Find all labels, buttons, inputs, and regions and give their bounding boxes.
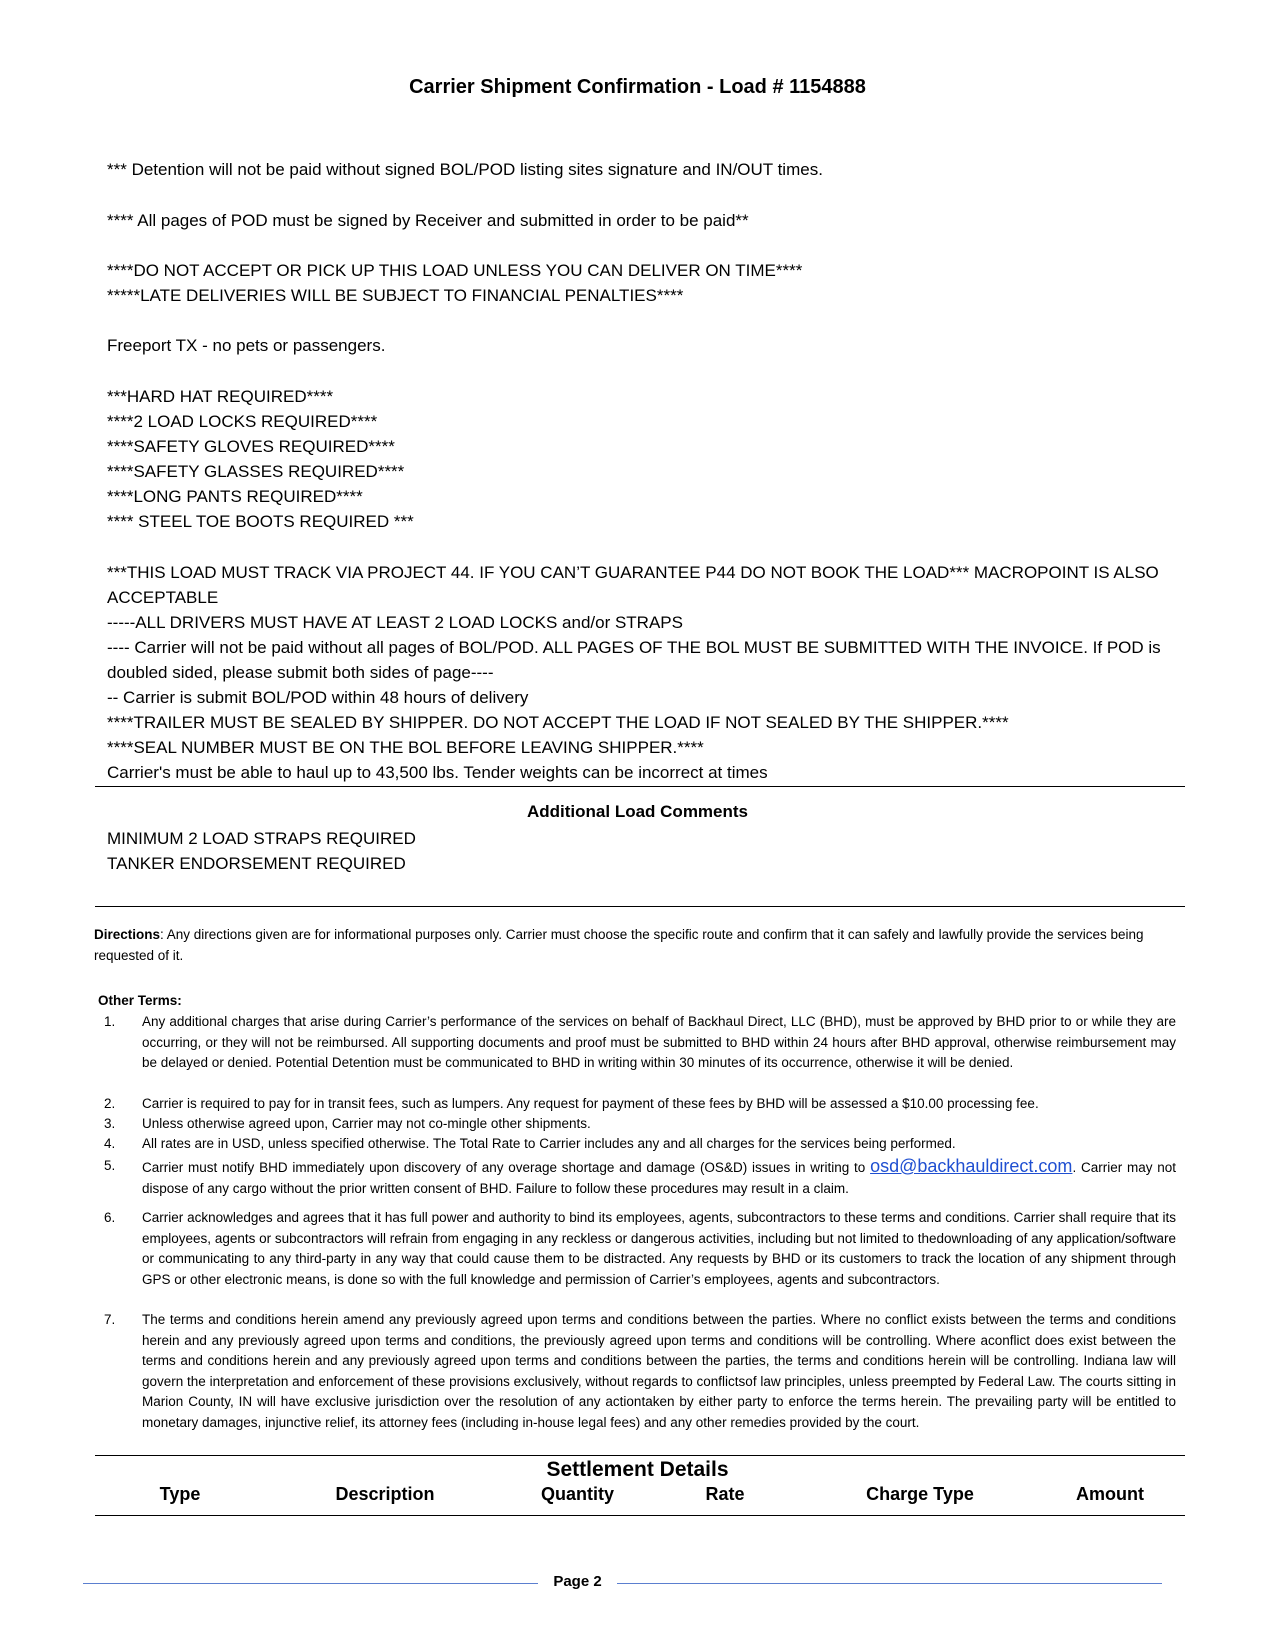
note-deliver-on-time: ****DO NOT ACCEPT OR PICK UP THIS LOAD UNLESS YOU CAN DELIVER ON TIME**** [107,261,803,280]
note-submit-48: -- Carrier is submit BOL/POD within 48 hours of delivery [107,688,529,707]
ppe-item: ****SAFETY GLASSES REQUIRED**** [107,462,405,481]
divider [95,1455,1185,1456]
ppe-item: ****SAFETY GLOVES REQUIRED**** [107,437,395,456]
divider [95,786,1185,787]
note-weight: Carrier's must be able to haul up to 43,500 lbs. Tender weights can be incorrect at times [107,763,768,782]
settlement-col-type: Type [159,1484,201,1504]
directions-paragraph [94,925,1179,966]
settlement-col-rate: Rate [705,1484,745,1504]
term-text-part: . Carrier may not dispose of any cargo without the prior written consent of BHD. Failure to follow these procedures may result in a claim. [142,1160,1177,1196]
osd-email-link[interactable]: osd@backhauldirect.com [870,1156,1073,1176]
term-text: All rates are in USD, unless specified otherwise. The Total Rate to Carrier includes any and all charges for the services being performed. [142,1136,956,1151]
settlement-heading: Settlement Details [546,1458,729,1481]
term-number: 6. [104,1210,116,1225]
settlement-col-charge-type: Charge Type [866,1484,974,1504]
note-trailer-sealed: ****TRAILER MUST BE SEALED BY SHIPPER. DO NOT ACCEPT THE LOAD IF NOT SEALED BY THE SHIPPER.**** [107,713,1009,732]
ppe-item: ****2 LOAD LOCKS REQUIRED**** [107,412,378,431]
directions-label: Directions [94,927,161,942]
note-detention: *** Detention will not be paid without signed BOL/POD listing sites signature and IN/OUT times. [107,160,823,179]
note-pod-pages: **** All pages of POD must be signed by Receiver and submitted in order to be paid** [107,211,749,230]
term-number: 5. [104,1158,116,1173]
term-number: 7. [104,1312,116,1327]
note-load-locks: -----ALL DRIVERS MUST HAVE AT LEAST 2 LOAD LOCKS and/or STRAPS [107,613,683,632]
page-title: Carrier Shipment Confirmation - Load # 1154888 [409,76,866,98]
term-text: Carrier acknowledges and agrees that it has full power and authority to bind its employees, agents, subcontractors to these terms and conditions. Carrier shall require that its employees, agents or subcontractors will refrain from engaging in any reckless or dangerous activities, including but not limited to thedownloading of any application/software or communicating to any third-party in any way that could cause them to be distracted. Any requests by BHD or its customers to track the location of any shipment through GPS or other electronic means, is done so with the full knowledge and permission of Carrier’s employees, agents and subcontractors. [142,1210,1176,1287]
term-text-part: Carrier must notify BHD immediately upon discovery of any overage shortage and damage (OS&D) issues in writing to [142,1160,871,1175]
note-bol-pages: ---- Carrier will not be paid without all pages of BOL/POD. ALL PAGES OF THE BOL MUST BE SUBMITTED WITH THE INVOICE. If POD is doubled sided, please submit both sides of page---- [107,638,1161,682]
ppe-item: ****LONG PANTS REQUIRED**** [107,487,363,506]
settlement-col-quantity: Quantity [540,1484,614,1504]
term-text: Carrier is required to pay for in transit fees, such as lumpers. Any request for payment of these fees by BHD will be assessed a $10.00 processing fee. [142,1096,1039,1111]
settlement-col-amount: Amount [1076,1484,1144,1504]
term-number: 1. [104,1014,116,1029]
divider [95,906,1185,907]
note-freeport: Freeport TX - no pets or passengers. [107,336,386,355]
page-number: Page 2 [553,1573,602,1590]
footer-rule-left [83,1583,538,1584]
ppe-item: **** STEEL TOE BOOTS REQUIRED *** [107,512,414,531]
footer-rule-right [617,1583,1162,1584]
note-tracking: ***THIS LOAD MUST TRACK VIA PROJECT 44. IF YOU CAN’T GUARANTEE P44 DO NOT BOOK THE LOAD*** MACROPOINT IS ALSO ACCEPTABLE [107,563,1159,607]
divider [95,1515,1185,1516]
settlement-col-description: Description [335,1484,435,1504]
term-number: 3. [104,1116,116,1131]
term-text: The terms and conditions herein amend any previously agreed upon terms and conditions between the parties. Where no conflict exists between the terms and conditions herein and any previously agreed upon terms and conditions, the previously agreed upon terms and conditions will be controlling. Where aconflict does exist between the terms and conditions herein and any previously agreed upon terms and conditions between the parties, the terms and conditions herein will be controlling. Indiana law will govern the interpretation and enforcement of these provisions exclusively, without regards to conflictsof law principles, unless preempted by Federal Law. The courts sitting in Marion County, IN will have exclusive jurisdiction over the resolution of any actiontaken by either party to enforce the terms herein. The prevailing party will be entitled to monetary damages, injunctive relief, its attorney fees (including in-house legal fees) and any other remedies provided by the court. [142,1312,1176,1430]
additional-comments-heading: Additional Load Comments [527,802,748,821]
term-number: 4. [104,1136,116,1151]
term-text: Any additional charges that arise during Carrier’s performance of the services on behalf of Backhaul Direct, LLC (BHD), must be approved by BHD prior to or while they are occurring, or they will not be reimbursed. All supporting documents and proof must be submitted to BHD within 24 hours after BHD approval, otherwise reimbursement may be delayed or denied. Potential Detention must be communicated to BHD in writing within 30 minutes of its occurrence, otherwise it will be denied. [142,1014,1176,1070]
term-text: Unless otherwise agreed upon, Carrier may not co-mingle other shipments. [142,1116,591,1131]
note-late-penalties: *****LATE DELIVERIES WILL BE SUBJECT TO FINANCIAL PENALTIES**** [107,286,684,305]
note-seal-number: ****SEAL NUMBER MUST BE ON THE BOL BEFORE LEAVING SHIPPER.**** [107,738,704,757]
ppe-item: ***HARD HAT REQUIRED**** [107,387,334,406]
term-text [142,1156,1176,1199]
directions-text: : Any directions given are for informational purposes only. Carrier must choose the specific route and confirm that it can safely and lawfully provide the services being requested of it. [94,927,1144,963]
additional-comment: TANKER ENDORSEMENT REQUIRED [107,854,406,873]
term-number: 2. [104,1096,116,1111]
other-terms-heading: Other Terms: [98,993,182,1008]
additional-comment: MINIMUM 2 LOAD STRAPS REQUIRED [107,829,416,848]
